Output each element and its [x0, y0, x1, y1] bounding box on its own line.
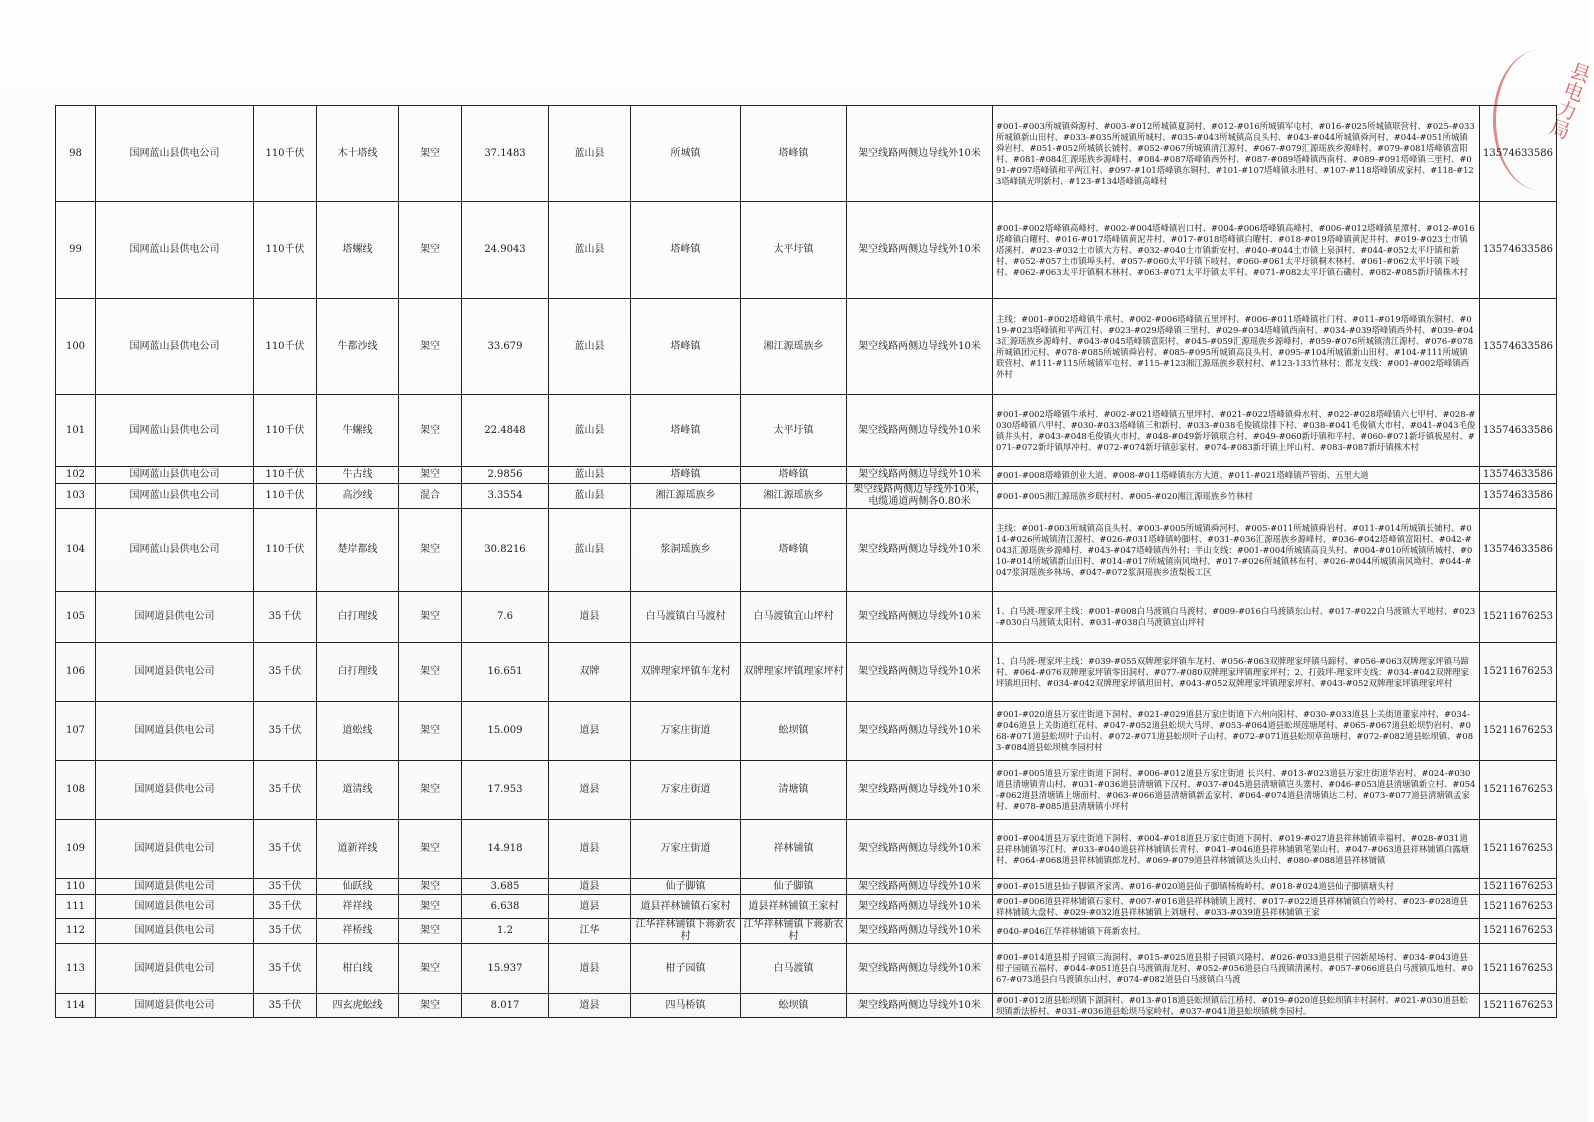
- tower-section-detail: #001-#006道县祥林铺镇石家村、#007-#016道县祥林铺镇上渡村、#017-#022道县祥林铺镇白竹岭村、#023-#028道县祥林铺镇大盘村、#029-#032道县祥林铺镇上刘塘村、#033-#039道县祥林铺镇王家: [993, 895, 1480, 919]
- tower-section-detail: #001-#002塔峰镇牛承村、#002-#021塔峰镇五里坪村、#021-#022塔峰镇舜水村、#022-#028塔峰镇六七甲村、#028-#030塔峰镇八甲村、#030-#033塔峰镇三和新村、#033-#038毛俊镇徐排下村、#038-#041毛俊镇大市村、#041-#043毛俊镇井头村、#043-#048毛俊镇火市村、#048-#049新圩镇联合村、#049-#060新圩镇和平村、#060-#071新圩镇板屋村、#071-#072新圩镇厚冲村、#072-#074新圩镇彭家村、#074-#083新圩镇上坪山村、#083-#087新圩镇株木村: [993, 395, 1480, 467]
- voltage-level: 110千伏: [254, 467, 317, 484]
- voltage-level: 35千伏: [254, 592, 317, 643]
- start-point: 江华祥林铺镇下蒋新农村: [631, 919, 741, 944]
- tower-section-detail: 1、白马渡-理家坪主线：#001-#008白马渡镇白马渡村、#009-#016白马渡镇东山村、#017-#022白马渡镇大平地村、#023-#030白马渡镇太阳村、#031-#038白马渡镇宜山坪村: [993, 592, 1480, 643]
- line-length: 17.953: [462, 761, 549, 820]
- end-point: 白马渡镇: [741, 944, 847, 994]
- line-type: 架空: [399, 467, 462, 484]
- county: 道县: [549, 761, 631, 820]
- county: 蓝山县: [549, 299, 631, 395]
- company-name: 国网道县供电公司: [96, 643, 254, 702]
- end-point: 湘江源瑶族乡: [741, 299, 847, 395]
- voltage-level: 110千伏: [254, 106, 317, 202]
- official-seal-text: 县电力局: [1544, 58, 1594, 142]
- table-row: [56, 994, 1557, 1018]
- start-point: 白马渡镇白马渡村: [631, 592, 741, 643]
- row-number: 106: [56, 643, 96, 702]
- company-name: 国网道县供电公司: [96, 895, 254, 919]
- line-length: 16.651: [462, 643, 549, 702]
- voltage-level: 110千伏: [254, 484, 317, 509]
- line-type: 架空: [399, 509, 462, 592]
- row-number: 101: [56, 395, 96, 467]
- table-body: [56, 106, 1557, 1018]
- start-point: 湘江源瑶族乡: [631, 484, 741, 509]
- contact-phone: 13574633586: [1480, 467, 1557, 484]
- contact-phone: 15211676253: [1480, 643, 1557, 702]
- voltage-level: 35千伏: [254, 702, 317, 761]
- end-point: 蚣坝镇: [741, 994, 847, 1018]
- contact-phone: 15211676253: [1480, 702, 1557, 761]
- start-point: 塔峰镇: [631, 299, 741, 395]
- line-name: 四玄虎蚣线: [317, 994, 399, 1018]
- end-point: 双牌理家坪镇理家坪村: [741, 643, 847, 702]
- table-row: [56, 395, 1557, 467]
- line-type: 架空: [399, 761, 462, 820]
- row-number: 108: [56, 761, 96, 820]
- end-point: 湘江源瑶族乡: [741, 484, 847, 509]
- tower-section-detail: #001-#004道县万家庄街道下洞村、#004-#018道县万家庄街道下洞村、#019-#027道县祥林铺镇幸福村、#028-#031道县祥林铺镇岑江村、#033-#040道县祥林铺镇长青村、#041-#046道县祥林铺镇笔架山村、#047-#063道县祥林铺镇白露塘村、#064-#068道县祥林铺镇郎龙村、#069-#079道县祥林铺镇达头山村、#080-#088道县祥林铺镇: [993, 820, 1480, 879]
- row-number: 112: [56, 919, 96, 944]
- voltage-level: 110千伏: [254, 202, 317, 299]
- row-number: 111: [56, 895, 96, 919]
- line-type: 架空: [399, 994, 462, 1018]
- line-length: 22.4848: [462, 395, 549, 467]
- county: 道县: [549, 944, 631, 994]
- voltage-level: 35千伏: [254, 994, 317, 1018]
- line-type: 架空: [399, 395, 462, 467]
- start-point: 道县祥林铺镇石家村: [631, 895, 741, 919]
- voltage-level: 110千伏: [254, 299, 317, 395]
- line-type: 架空: [399, 592, 462, 643]
- contact-phone: 13574633586: [1480, 484, 1557, 509]
- company-name: 国网蓝山县供电公司: [96, 395, 254, 467]
- company-name: 国网道县供电公司: [96, 820, 254, 879]
- line-type: 架空: [399, 944, 462, 994]
- end-point: 塔峰镇: [741, 106, 847, 202]
- protection-width: 架空线路两侧边导线外10米: [847, 994, 993, 1018]
- county: 蓝山县: [549, 467, 631, 484]
- county: 道县: [549, 994, 631, 1018]
- line-type: 架空: [399, 702, 462, 761]
- protection-width: 架空线路两侧边导线外10米: [847, 643, 993, 702]
- line-name: 牛都沙线: [317, 299, 399, 395]
- company-name: 国网道县供电公司: [96, 944, 254, 994]
- end-point: 太平圩镇: [741, 395, 847, 467]
- end-point: 塔峰镇: [741, 467, 847, 484]
- voltage-level: 35千伏: [254, 820, 317, 879]
- line-length: 15.009: [462, 702, 549, 761]
- contact-phone: 13574633586: [1480, 299, 1557, 395]
- end-point: 蚣坝镇: [741, 702, 847, 761]
- row-number: 114: [56, 994, 96, 1018]
- county: 道县: [549, 702, 631, 761]
- end-point: 白马渡镇宜山坪村: [741, 592, 847, 643]
- row-number: 102: [56, 467, 96, 484]
- protection-width: 架空线路两侧边导线外10米: [847, 761, 993, 820]
- company-name: 国网道县供电公司: [96, 919, 254, 944]
- tower-section-detail: #040-#046江华祥林铺镇下蒋新农村。: [993, 919, 1480, 944]
- county: 蓝山县: [549, 484, 631, 509]
- line-type: 架空: [399, 895, 462, 919]
- line-type: 架空: [399, 202, 462, 299]
- start-point: 柑子园镇: [631, 944, 741, 994]
- start-point: 万家庄街道: [631, 761, 741, 820]
- tower-section-detail: #001-#012道县蚣坝镇下湖洞村、#013-#018道县蚣坝镇后江桥村、#019-#020道县蚣坝镇丰村洞村、#021-#030道县蚣坝镇新法桥村、#031-#036道县蚣坝马家岭村、#037-#041道县蚣坝镇桃李园村。: [993, 994, 1480, 1018]
- county: 道县: [549, 592, 631, 643]
- company-name: 国网蓝山县供电公司: [96, 299, 254, 395]
- line-length: 7.6: [462, 592, 549, 643]
- table-row: [56, 879, 1557, 895]
- protection-width: 架空线路两侧边导线外10米: [847, 299, 993, 395]
- power-line-table: [55, 105, 1557, 1018]
- county: 蓝山县: [549, 509, 631, 592]
- line-type: 架空: [399, 299, 462, 395]
- line-length: 3.3554: [462, 484, 549, 509]
- line-type: 架空: [399, 879, 462, 895]
- line-length: 24.9043: [462, 202, 549, 299]
- county: 道县: [549, 820, 631, 879]
- line-type: 架空: [399, 643, 462, 702]
- start-point: 仙子脚镇: [631, 879, 741, 895]
- line-length: 33.679: [462, 299, 549, 395]
- county: 蓝山县: [549, 395, 631, 467]
- table-row: [56, 820, 1557, 879]
- county: 蓝山县: [549, 202, 631, 299]
- row-number: 107: [56, 702, 96, 761]
- voltage-level: 35千伏: [254, 643, 317, 702]
- protection-width: 架空线路两侧边导线外10米: [847, 509, 993, 592]
- end-point: 祥林铺镇: [741, 820, 847, 879]
- table-row: [56, 944, 1557, 994]
- company-name: 国网蓝山县供电公司: [96, 484, 254, 509]
- contact-phone: 15211676253: [1480, 592, 1557, 643]
- start-point: 塔峰镇: [631, 467, 741, 484]
- row-number: 110: [56, 879, 96, 895]
- protection-width: 架空线路两侧边导线外10米: [847, 592, 993, 643]
- end-point: 江华祥林铺镇下蒋新农村: [741, 919, 847, 944]
- table-row: [56, 106, 1557, 202]
- line-name: 道新祥线: [317, 820, 399, 879]
- contact-phone: 13574633586: [1480, 395, 1557, 467]
- line-name: 祥桥线: [317, 919, 399, 944]
- start-point: 塔峰镇: [631, 395, 741, 467]
- company-name: 国网道县供电公司: [96, 879, 254, 895]
- row-number: 100: [56, 299, 96, 395]
- line-length: 2.9856: [462, 467, 549, 484]
- table-row: [56, 643, 1557, 702]
- line-type: 架空: [399, 820, 462, 879]
- contact-phone: 15211676253: [1480, 944, 1557, 994]
- line-name: 牛螺线: [317, 395, 399, 467]
- tower-section-detail: #001-#014道县柑子园镇三海洞村、#015-#025道县柑子园镇兴隆村、#026-#033道县柑子园新屋场村、#034-#043道县柑子园镇五福村、#044-#051道县白马渡镇海龙村、#052-#056道县白马渡镇清溪村、#057-#066道县白马渡镇瓜地村、#067-#073道县白马渡镇东山村、#074-#082道县白马渡镇白马渡: [993, 944, 1480, 994]
- row-number: 105: [56, 592, 96, 643]
- line-name: 牛古线: [317, 467, 399, 484]
- line-length: 37.1483: [462, 106, 549, 202]
- line-length: 8.017: [462, 994, 549, 1018]
- company-name: 国网蓝山县供电公司: [96, 202, 254, 299]
- protection-width: 架空线路两侧边导线外10米: [847, 106, 993, 202]
- end-point: 太平圩镇: [741, 202, 847, 299]
- table-row: [56, 484, 1557, 509]
- tower-section-detail: 主线：#001-#002塔峰镇牛承村、#002-#006塔峰镇五里坪村、#006-#011塔峰镇社门村、#011-#019塔峰镇东铜村、#019-#023塔峰镇和平两江村、#023-#029塔峰镇三里村、#029-#034塔峰镇西南村、#034-#039塔峰镇西外村、#039-#043汇源瑶族乡源峰村、#043-#045塔峰镇富阳村、#045-#059汇源瑶族乡源峰村、#059-#076所城镇清江源村、#076-#078所城镇团元村、#078-#085所城镇舜岩村、#085-#095所城镇高良头村、#095-#104所城镇新山田村、#104-#111所城镇联营村、#111-#115所城镇军屯村、#115-#123湘江源瑶族乡联村村、#123-133竹林村；都龙支线：#001-#002塔峰镇西外村: [993, 299, 1480, 395]
- protection-width: 架空线路两侧边导线外10米: [847, 895, 993, 919]
- table-row: [56, 702, 1557, 761]
- county: 江华: [549, 919, 631, 944]
- contact-phone: 13574633586: [1480, 106, 1557, 202]
- county: 道县: [549, 879, 631, 895]
- protection-width: 架空线路两侧边导线外10米: [847, 944, 993, 994]
- line-length: 1.2: [462, 919, 549, 944]
- protection-width: 架空线路两侧边导线外10米: [847, 820, 993, 879]
- line-name: 祥祥线: [317, 895, 399, 919]
- table-row: [56, 895, 1557, 919]
- line-length: 3.685: [462, 879, 549, 895]
- row-number: 113: [56, 944, 96, 994]
- line-name: 道清线: [317, 761, 399, 820]
- company-name: 国网蓝山县供电公司: [96, 509, 254, 592]
- start-point: 浆洞瑶族乡: [631, 509, 741, 592]
- county: 双牌: [549, 643, 631, 702]
- tower-section-detail: #001-#002塔峰镇高峰村、#002-#004塔峰镇岩口村、#004-#006塔峰镇高峰村、#006-#012塔峰镇星潭村、#012-#016塔峰镇白曜村、#016-#017塔峰镇黄泥井村、#017-#018塔峰镇白曜村、#018-#019塔峰镇黄泥井村、#019-#023土市镇塔溪村、#023-#032土市镇大方村、#032-#040土市镇新安村、#040-#044土市镇上泉洞村、#044-#052太平圩镇和新村、#052-#057土市镇埠头村、#057-#060太平圩镇下岐村、#060-#061太平圩镇桐木林村、#061-#062太平圩镇下岐村、#062-#063太平圩镇桐木林村、#063-#071太平圩镇太平村、#071-#082太平圩镇石磡村、#082-#085新圩镇株木村: [993, 202, 1480, 299]
- voltage-level: 35千伏: [254, 895, 317, 919]
- county: 道县: [549, 895, 631, 919]
- line-type: 架空: [399, 919, 462, 944]
- company-name: 国网蓝山县供电公司: [96, 106, 254, 202]
- company-name: 国网道县供电公司: [96, 761, 254, 820]
- protection-width: 架空线路两侧边导线外10米: [847, 395, 993, 467]
- table-row: [56, 467, 1557, 484]
- line-length: 6.638: [462, 895, 549, 919]
- row-number: 103: [56, 484, 96, 509]
- line-length: 15.937: [462, 944, 549, 994]
- line-name: 仙跃线: [317, 879, 399, 895]
- contact-phone: 13574633586: [1480, 202, 1557, 299]
- row-number: 99: [56, 202, 96, 299]
- protection-width: 架空线路两侧边导线外10米: [847, 467, 993, 484]
- start-point: 塔峰镇: [631, 202, 741, 299]
- voltage-level: 35千伏: [254, 944, 317, 994]
- tower-section-detail: #001-#015道县仙子脚镇齐家湾、#016-#020道县仙子脚镇杨梅岭村、#018-#024道县仙子脚镇塘头村: [993, 879, 1480, 895]
- line-name: 柑白线: [317, 944, 399, 994]
- company-name: 国网道县供电公司: [96, 702, 254, 761]
- table-row: [56, 299, 1557, 395]
- tower-section-detail: 1、白马渡-理家坪主线：#039-#055双牌理家坪镇车龙村、#056-#063双牌理家坪镇马蹄村、#056-#063双牌理家坪镇马蹄村、#064-#076双牌理家坪镇零田洞村、#077-#080双牌理家坪镇理家坪村；2、打鼓坪-理家坪支线：#034-#042双牌理家坪镇坦田村、#034-#042双牌理家坪镇坦田村、#043-#052双牌理家坪镇理家坪村、#043-#052双牌理家坪镇理家坪村: [993, 643, 1480, 702]
- end-point: 道县祥林铺镇王家村: [741, 895, 847, 919]
- contact-phone: 15211676253: [1480, 919, 1557, 944]
- protection-width: 架空线路两侧边导线外10米: [847, 202, 993, 299]
- contact-phone: 15211676253: [1480, 879, 1557, 895]
- table-row: [56, 509, 1557, 592]
- table-row: [56, 761, 1557, 820]
- start-point: 双牌理家坪镇车龙村: [631, 643, 741, 702]
- voltage-level: 110千伏: [254, 395, 317, 467]
- contact-phone: 15211676253: [1480, 820, 1557, 879]
- row-number: 109: [56, 820, 96, 879]
- line-name: 塔螺线: [317, 202, 399, 299]
- line-name: 高沙线: [317, 484, 399, 509]
- line-name: 白打理线: [317, 592, 399, 643]
- protection-width: 架空线路两侧边导线外10米: [847, 702, 993, 761]
- line-name: 白打理线: [317, 643, 399, 702]
- row-number: 104: [56, 509, 96, 592]
- voltage-level: 35千伏: [254, 761, 317, 820]
- start-point: 所城镇: [631, 106, 741, 202]
- line-name: 道蚣线: [317, 702, 399, 761]
- line-length: 14.918: [462, 820, 549, 879]
- voltage-level: 35千伏: [254, 879, 317, 895]
- voltage-level: 35千伏: [254, 919, 317, 944]
- tower-section-detail: #001-#005道县万家庄街道下洞村、#006-#012道县万家庄街道 长兴村、#013-#023道县万家庄街道华岩村、#024-#030道县清塘镇青山村、#031-#036道县清塘镇下汉村、#037-#045道县清塘镇岂头寨村、#046-#053道县清塘镇新立村、#054-#062道县清塘镇上塘面村、#063-#066道县清塘镇新孟家村、#064-#074道县清塘镇达二村、#073-#077道县清塘镇孟家村、#078-#085道县清塘镇小坪村: [993, 761, 1480, 820]
- table-row: [56, 919, 1557, 944]
- start-point: 万家庄街道: [631, 820, 741, 879]
- tower-section-detail: #001-#005湘江源瑶族乡联村村、#005-#020湘江源瑶族乡竹林村: [993, 484, 1480, 509]
- company-name: 国网蓝山县供电公司: [96, 467, 254, 484]
- tower-section-detail: 主线：#001-#003所城镇高良头村、#003-#005所城镇舜河村、#005-#011所城镇舜岩村、#011-#014所城镇长铺村、#014-#026所城镇清江源村、#026-#031塔峰镇岭脚村、#031-#036汇源瑶族乡源峰村、#036-#042塔峰镇富阳村、#042-#043汇源瑶族乡源峰村、#043-#047塔峰镇西外村；半山支线：#001-#004所城镇高良头村、#004-#010所城镇所城村、#010-#014所城镇新山田村、#014-#017所城镇南风坳村、#017-#026所城镇林布村、#026-#044所城镇南风坳村、#044-#047浆洞瑶族乡林场、#047-#072浆洞瑶族乡渣梨板工区: [993, 509, 1480, 592]
- company-name: 国网道县供电公司: [96, 994, 254, 1018]
- end-point: 仙子脚镇: [741, 879, 847, 895]
- line-type: 混合: [399, 484, 462, 509]
- start-point: 四马桥镇: [631, 994, 741, 1018]
- protection-width: 架空线路两侧边导线外10米: [847, 879, 993, 895]
- line-name: 木十塔线: [317, 106, 399, 202]
- voltage-level: 110千伏: [254, 509, 317, 592]
- contact-phone: 13574633586: [1480, 509, 1557, 592]
- table-row: [56, 202, 1557, 299]
- company-name: 国网道县供电公司: [96, 592, 254, 643]
- start-point: 万家庄街道: [631, 702, 741, 761]
- protection-width: 架空线路两侧边导线外10米，电缆通道两侧各0.80米: [847, 484, 993, 509]
- protection-width: 架空线路两侧边导线外10米: [847, 919, 993, 944]
- contact-phone: 15211676253: [1480, 895, 1557, 919]
- tower-section-detail: #001-#003所城镇舜源村、#003-#012所城镇夏洞村、#012-#016所城镇军屯村、#016-#025所城镇联营村、#025-#033所城镇新山田村、#033-#035所城镇所城村、#035-#043所城镇高良头村、#043-#044所城镇舜河村、#044-#051所城镇舜岩村、#051-#052所城镇长铺村、#052-#067所城镇清江源村、#067-#079汇源瑶族乡源峰村、#079-#081塔峰镇富阳村、#081-#084汇源瑶族乡源峰村、#084-#087塔峰镇西外村、#087-#089塔峰镇西南村、#089-#091塔峰镇三里村、#091-#097塔峰镇和平两江村、#097-#101塔峰镇东铜村、#101-#107塔峰镇永胜村、#107-#118塔峰镇成家村、#118-#123塔峰镇光明新村、#123-#134塔峰镇高峰村: [993, 106, 1480, 202]
- line-name: 楚岸都线: [317, 509, 399, 592]
- county: 蓝山县: [549, 106, 631, 202]
- row-number: 98: [56, 106, 96, 202]
- table-row: [56, 592, 1557, 643]
- end-point: 清塘镇: [741, 761, 847, 820]
- tower-section-detail: #001-#020道县万家庄街道下洞村、#021-#029道县万家庄街道下六州向阳村、#030-#033道县上关街道董家冲村、#034-#046道县上关街道红花村、#047-#052道县蚣坝大马坪、#053-#064道县蚣坝莲塘尾村、#065-#067道县蚣坝豹岩村、#068-#071道县蚣坝叶子山村、#072-#071道县蚣坝叶子山村、#072-#071道县蚣坝草鱼塘村、#072-#082道县蚣坝镇、#083-#084道县蚣坝桃李园村村: [993, 702, 1480, 761]
- contact-phone: 15211676253: [1480, 994, 1557, 1018]
- tower-section-detail: #001-#008塔峰镇创业大道、#008-#011塔峰镇东方大道、#011-#021塔峰镇芦管街、五里大道: [993, 467, 1480, 484]
- end-point: 塔峰镇: [741, 509, 847, 592]
- contact-phone: 15211676253: [1480, 761, 1557, 820]
- line-type: 架空: [399, 106, 462, 202]
- line-length: 30.8216: [462, 509, 549, 592]
